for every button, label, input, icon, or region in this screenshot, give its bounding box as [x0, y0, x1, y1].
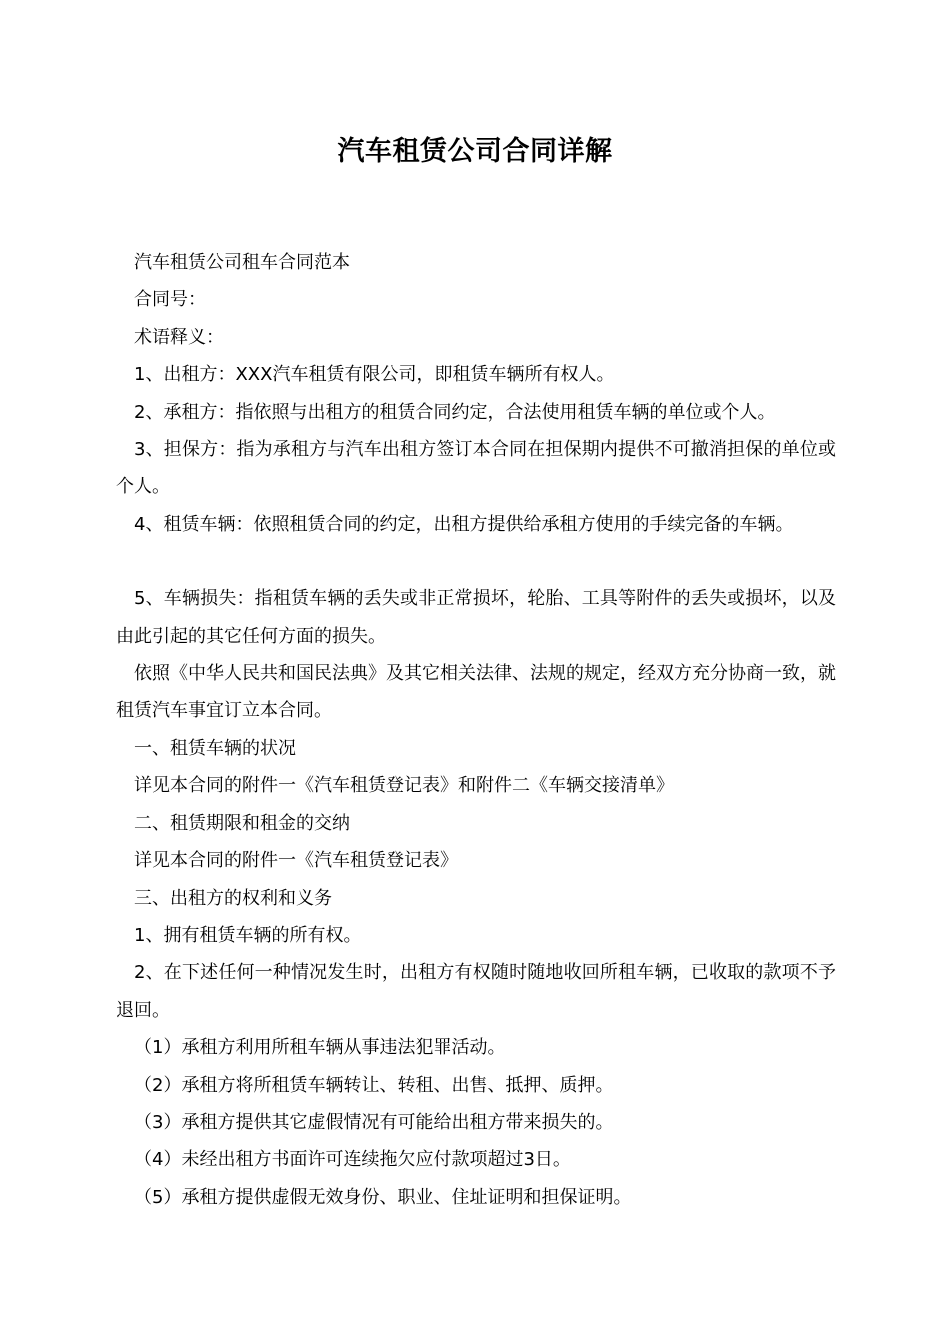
term-lessee: 2、承租方：指依照与出租方的租赁合同约定，合法使用租赁车辆的单位或个人。 — [134, 401, 776, 423]
document-title: 汽车租赁公司合同详解 — [337, 136, 613, 167]
condition-item-2: （2）承租方将所租赁车辆转让、转租、出售、抵押、质押。 — [134, 1074, 614, 1096]
section-1-heading: 一、租赁车辆的状况 — [134, 737, 296, 759]
term-guarantor: 3、担保方：指为承租方与汽车出租方签订本合同在担保期内提供不可撤消担保的单位或个人。 — [116, 439, 836, 498]
term-lessor: 1、出租方：XXX汽车租赁有限公司，即租赁车辆所有权人。 — [134, 364, 615, 386]
condition-item-1: （1）承租方利用所租车辆从事违法犯罪活动。 — [134, 1037, 506, 1059]
section-3-heading: 三、出租方的权利和义务 — [134, 887, 332, 909]
contract-number-line: 合同号： — [134, 289, 206, 311]
contract-template-heading: 汽车租赁公司租车合同范本 — [134, 252, 350, 273]
condition-item-4: （4）未经出租方书面许可连续拖欠应付款项超过3日。 — [134, 1149, 571, 1171]
section-2-heading: 二、租赁期限和租金的交纳 — [134, 812, 350, 834]
term-vehicle-loss: 5、车辆损失：指租赁车辆的丢失或非正常损坏，轮胎、工具等附件的丢失或损坏，以及由此引起的其它任何方面的损失。 — [116, 588, 836, 647]
condition-item-5: （5）承租方提供虚假无效身份、职业、住址证明和担保证明。 — [134, 1186, 632, 1208]
section-2-text: 详见本合同的附件一《汽车租赁登记表》 — [134, 850, 458, 872]
document-body — [116, 244, 836, 1216]
section-1-text: 详见本合同的附件一《汽车租赁登记表》和附件二《车辆交接清单》 — [134, 775, 674, 797]
legal-basis-paragraph: 依照《中华人民共和国民法典》及其它相关法律、法规的规定，经双方充分协商一致，就租赁汽车事宜订立本合同。 — [116, 663, 836, 722]
terms-heading: 术语释义： — [134, 326, 224, 348]
term-rental-vehicle: 4、租赁车辆：依照租赁合同的约定，出租方提供给承租方使用的手续完备的车辆。 — [134, 513, 794, 535]
condition-item-3: （3）承租方提供其它虚假情况有可能给出租方带来损失的。 — [134, 1111, 614, 1133]
lessor-right-1: 1、拥有租赁车辆的所有权。 — [134, 924, 362, 946]
lessor-right-2: 2、在下述任何一种情况发生时，出租方有权随时随地收回所租车辆，已收取的款项不予退回。 — [116, 962, 836, 1021]
